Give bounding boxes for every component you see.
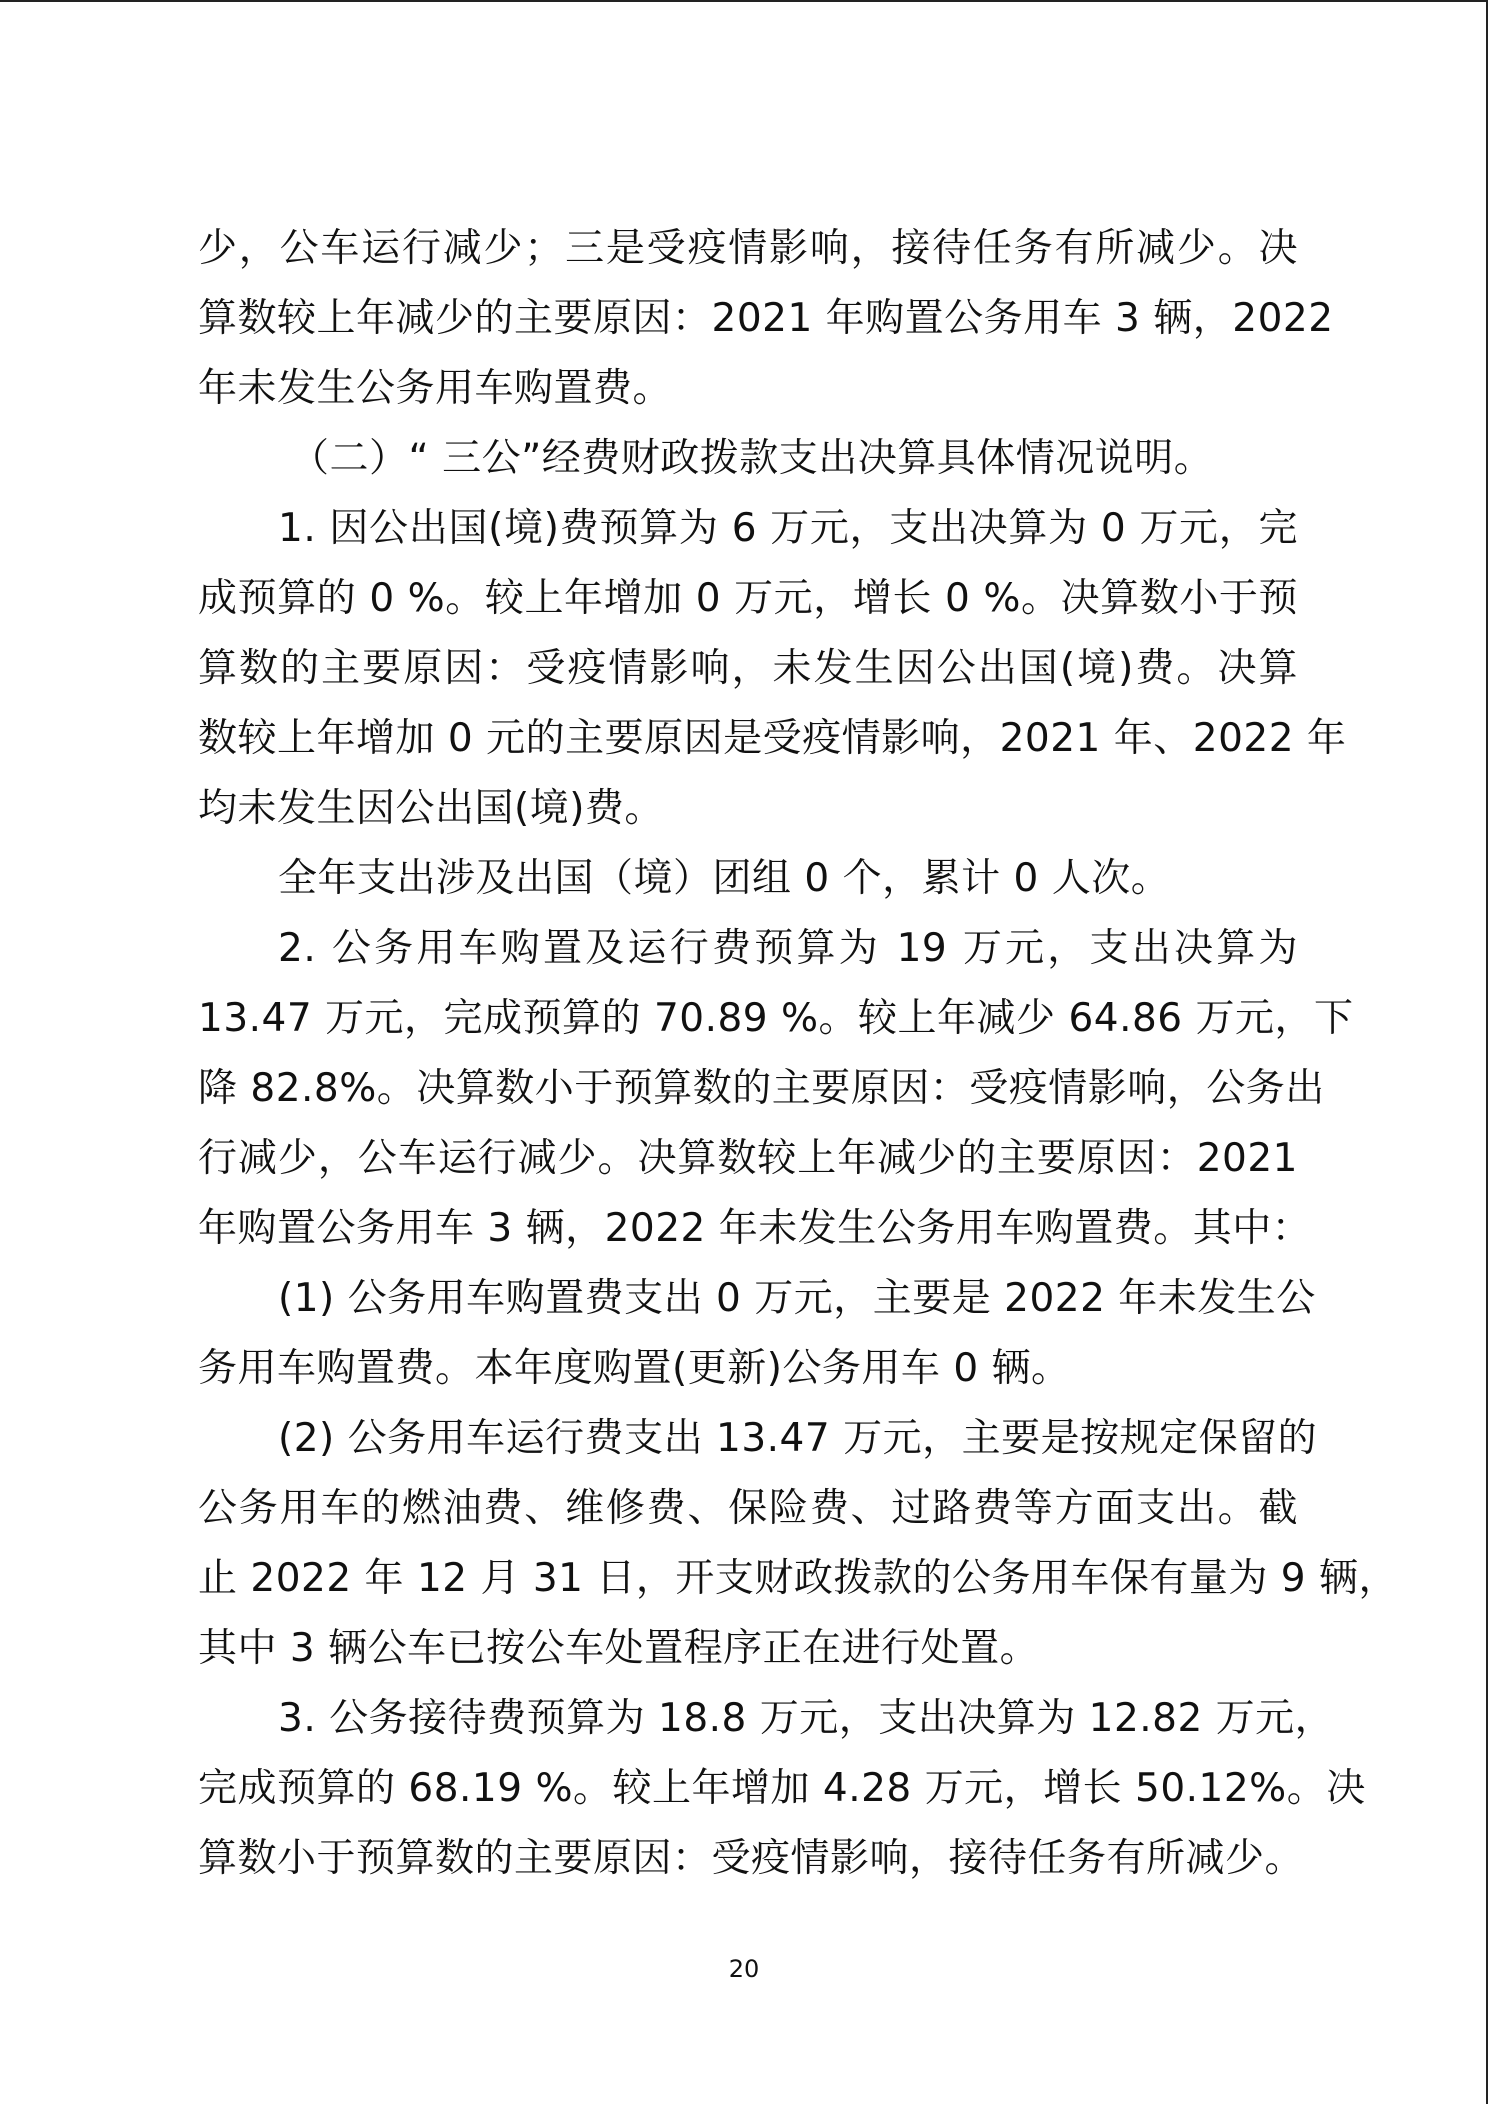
text-line: 止 2022 年 12 月 31 日，开支财政拨款的公务用车保有量为 9 辆， — [198, 1556, 1398, 1601]
page-number: 20 — [728, 1955, 760, 1983]
text-line: 3. 公务接待费预算为 18.8 万元，支出决算为 12.82 万元， — [278, 1696, 1335, 1741]
text-line: 数较上年增加 0 元的主要原因是受疫情影响，2021 年、2022 年 — [198, 716, 1347, 761]
text-line: 2. 公务用车购置及运行费预算为 19 万元，支出决算为 — [278, 926, 1298, 971]
text-line: 全年支出涉及出国（境）团组 0 个，累计 0 人次。 — [278, 856, 1171, 901]
text-line: (1) 公务用车购置费支出 0 万元，主要是 2022 年未发生公 — [278, 1276, 1316, 1321]
text-line: 年购置公务用车 3 辆，2022 年未发生公务用车购置费。其中： — [198, 1206, 1312, 1251]
text-line: 降 82.8%。决算数小于预算数的主要原因：受疫情影响，公务出 — [198, 1066, 1325, 1111]
text-line: (2) 公务用车运行费支出 13.47 万元，主要是按规定保留的 — [278, 1416, 1318, 1461]
text-line: 公务用车的燃油费、维修费、保险费、过路费等方面支出。截 — [198, 1486, 1298, 1531]
text-line: 务用车购置费。本年度购置(更新)公务用车 0 辆。 — [198, 1346, 1071, 1391]
text-line: 算数小于预算数的主要原因：受疫情影响，接待任务有所减少。 — [198, 1836, 1305, 1881]
text-line: 年未发生公务用车购置费。 — [198, 366, 673, 411]
text-line: 成预算的 0 %。较上年增加 0 万元，增长 0 %。决算数小于预 — [198, 576, 1298, 621]
text-line: 行减少，公车运行减少。决算数较上年减少的主要原因：2021 — [198, 1136, 1298, 1181]
text-line: 算数较上年减少的主要原因：2021 年购置公务用车 3 辆，2022 — [198, 296, 1334, 341]
document-body — [198, 214, 1398, 1894]
text-line: 1. 因公出国(境)费预算为 6 万元，支出决算为 0 万元，完 — [278, 506, 1298, 551]
text-line: 少，公车运行减少；三是受疫情影响，接待任务有所减少。决 — [198, 226, 1298, 271]
text-line: 其中 3 辆公车已按公车处置程序正在进行处置。 — [198, 1626, 1040, 1671]
text-line: 算数的主要原因：受疫情影响，未发生因公出国(境)费。决算 — [198, 646, 1298, 691]
text-line: 13.47 万元，完成预算的 70.89 %。较上年减少 64.86 万元，下 — [198, 996, 1354, 1041]
section-heading: （二）“ 三公”经费财政拨款支出决算具体情况说明。 — [290, 436, 1214, 481]
text-line: 均未发生因公出国(境)费。 — [198, 786, 664, 831]
text-line: 完成预算的 68.19 %。较上年增加 4.28 万元，增长 50.12%。决 — [198, 1766, 1366, 1811]
